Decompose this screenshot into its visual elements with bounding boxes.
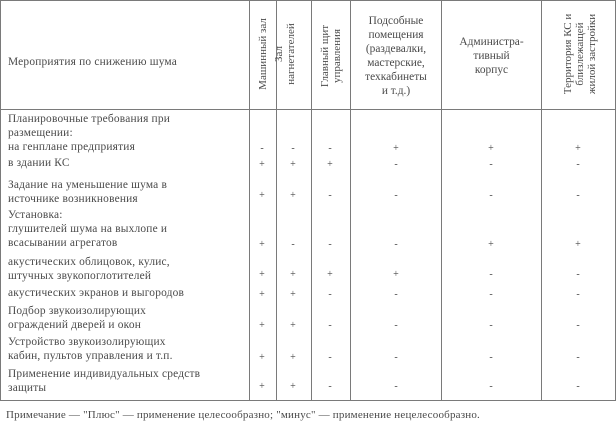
table-cell: + <box>259 159 265 170</box>
row-label: ограждений дверей и окон <box>8 319 142 331</box>
row-label: кабин, пультов управления и т.п. <box>8 350 173 362</box>
table-cell: - <box>489 381 493 392</box>
header-admin-building: Администра- тивный корпус <box>459 36 524 76</box>
table-cell: - <box>576 159 580 170</box>
table-cell: + <box>327 159 333 170</box>
table-cell: - <box>394 381 398 392</box>
table-cell: - <box>489 159 493 170</box>
table-cell: - <box>394 159 398 170</box>
row-label: в здании КС <box>8 157 70 169</box>
row-label: Устройство звукоизолирующих <box>8 336 166 348</box>
table-top-border <box>0 0 616 1</box>
row-label: Применение индивидуальных средств <box>8 368 201 380</box>
table-cell: + <box>290 289 296 300</box>
table-cell: + <box>290 320 296 331</box>
header-measures: Мероприятия по снижению шума <box>8 56 178 68</box>
row-label: Планировочные требования при <box>8 113 171 125</box>
table-cell: - <box>260 143 264 154</box>
header-superchargers-hall: Зал нагнетателей <box>273 23 297 85</box>
table-cell: + <box>259 269 265 280</box>
column-divider <box>541 0 542 401</box>
table-cell: - <box>576 320 580 331</box>
row-label: акустических экранов и выгородов <box>8 287 185 299</box>
table-cell: + <box>290 381 296 392</box>
table-cell: - <box>489 320 493 331</box>
table-cell: - <box>576 289 580 300</box>
table-cell: - <box>328 239 332 250</box>
table-cell: - <box>576 381 580 392</box>
table-cell: - <box>576 190 580 201</box>
table-cell: + <box>290 269 296 280</box>
table-cell: - <box>489 190 493 201</box>
table-cell: - <box>394 289 398 300</box>
row-label: защиты <box>8 382 47 394</box>
table-cell: + <box>290 159 296 170</box>
header-bottom-border <box>0 109 616 110</box>
table-cell: - <box>394 352 398 363</box>
table-cell: + <box>259 190 265 201</box>
header-auxiliary-rooms: Подсобные помещения (раздевалки, мастерские, техкабинеты и т.д.) <box>365 15 427 97</box>
row-label: всасывании агрегатов <box>8 237 118 249</box>
table-cell: - <box>576 269 580 280</box>
table-cell: - <box>328 289 332 300</box>
row-label: на генплане предприятия <box>8 141 136 153</box>
table-cell: - <box>328 190 332 201</box>
table-cell: + <box>488 143 494 154</box>
table-cell: - <box>576 352 580 363</box>
table-cell: + <box>259 381 265 392</box>
table-cell: + <box>290 190 296 201</box>
row-label: акустических облицовок, кулис, <box>8 256 170 268</box>
row-label: источнике возникновения <box>8 193 138 205</box>
row-label: Задание на уменьшение шума в <box>8 179 168 191</box>
header-territory: Территория КС и близлежащей жилой застройки <box>562 13 598 95</box>
table-bottom-border <box>0 400 616 401</box>
table-cell: + <box>488 239 494 250</box>
column-divider <box>311 0 312 401</box>
table-note: Примечание — "Плюс" — применение целесообразно; "минус" — применение нецелесообразно. <box>6 409 481 421</box>
header-machine-hall: Машинный зал <box>257 18 269 90</box>
row-label: штучных звукопоглотителей <box>8 270 152 282</box>
table-cell: + <box>575 239 581 250</box>
table-cell: + <box>290 352 296 363</box>
table-cell: + <box>393 269 399 280</box>
header-main-panel: Главный щит управления <box>319 24 343 88</box>
table-cell: - <box>291 239 295 250</box>
table-cell: + <box>393 143 399 154</box>
table-cell: + <box>259 352 265 363</box>
table-cell: - <box>489 289 493 300</box>
table-cell: + <box>259 320 265 331</box>
table-cell: - <box>291 143 295 154</box>
table-cell: + <box>327 269 333 280</box>
table-cell: - <box>394 190 398 201</box>
table-cell: - <box>328 320 332 331</box>
table-cell: - <box>328 143 332 154</box>
table-left-border <box>0 0 1 401</box>
row-label: глушителей шума на выхлопе и <box>8 223 168 235</box>
row-label: Подбор звукоизолирующих <box>8 305 147 317</box>
table-cell: + <box>259 239 265 250</box>
row-label: Установка: <box>8 209 63 221</box>
table-cell: - <box>328 352 332 363</box>
table-cell: - <box>489 352 493 363</box>
table-cell: - <box>328 381 332 392</box>
table-cell: - <box>394 239 398 250</box>
column-divider <box>249 0 250 401</box>
row-label: размещении: <box>8 127 73 139</box>
table-cell: - <box>489 269 493 280</box>
table-cell: - <box>394 320 398 331</box>
table-cell: + <box>259 289 265 300</box>
table-cell: + <box>575 143 581 154</box>
